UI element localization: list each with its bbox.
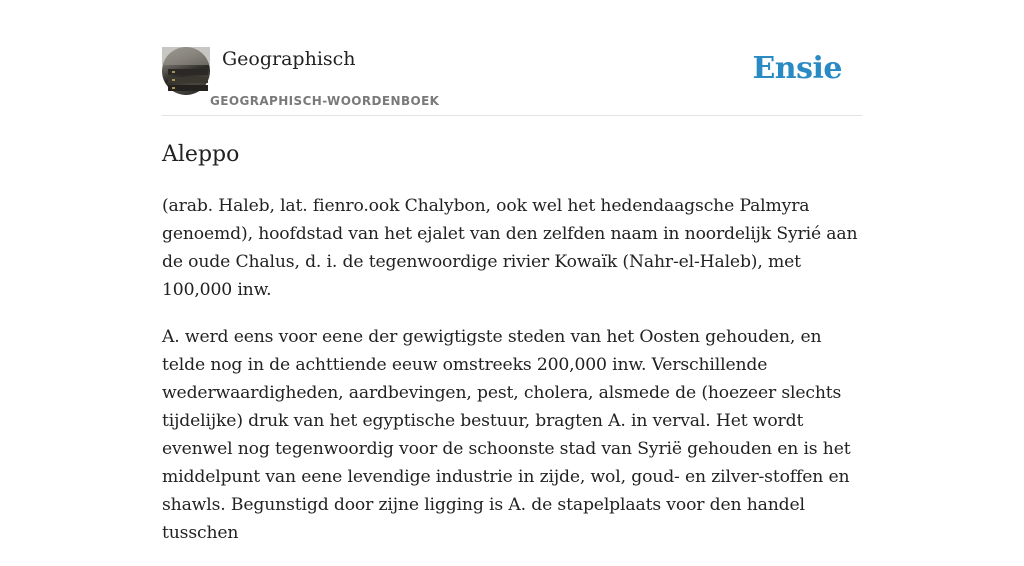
book-spines-icon[interactable] xyxy=(162,47,210,95)
brand-logo[interactable]: Ensie xyxy=(752,51,842,86)
article-paragraph: A. werd eens voor eene der gewigtigste steden van het Oosten gehouden, en telde nog in de achttiende eeuw omstreeks 200,000 inw. Verschillende wederwaardigheden, aardbevingen, pest, cholera, alsmede de (hoezeer slechts tijdelijke) druk van het egyptische bestuur, bragten A. in verval. Het wordt evenwel nog tegenwoordig voor de schoonste stad van Syrië gehouden en is het middelpunt van eene levendige industrie in zijde, wol, goud- en zilver-stoffen en shawls. Begunstigd door zijne ligging is A. de stapelplaats voor den handel tusschen xyxy=(162,327,851,543)
site-title[interactable]: Geographisch xyxy=(222,48,356,70)
article-body xyxy=(162,192,862,566)
article-paragraph: (arab. Haleb, lat. fienro.ook Chalybon, ook wel het hedendaagsche Palmyra genoemd), hoofdstad van het ejalet van den zelfden naam in noordelijk Syrié aan de oude Chalus, d. i. de tegenwoordige rivier Kowaïk (Nahr-el-Haleb), met 100,000 inw. xyxy=(162,196,858,300)
article-title: Aleppo xyxy=(162,142,240,167)
site-subtitle[interactable]: GEOGRAPHISCH-WOORDENBOEK xyxy=(210,94,440,108)
page-container xyxy=(162,0,862,543)
site-header xyxy=(162,0,862,116)
